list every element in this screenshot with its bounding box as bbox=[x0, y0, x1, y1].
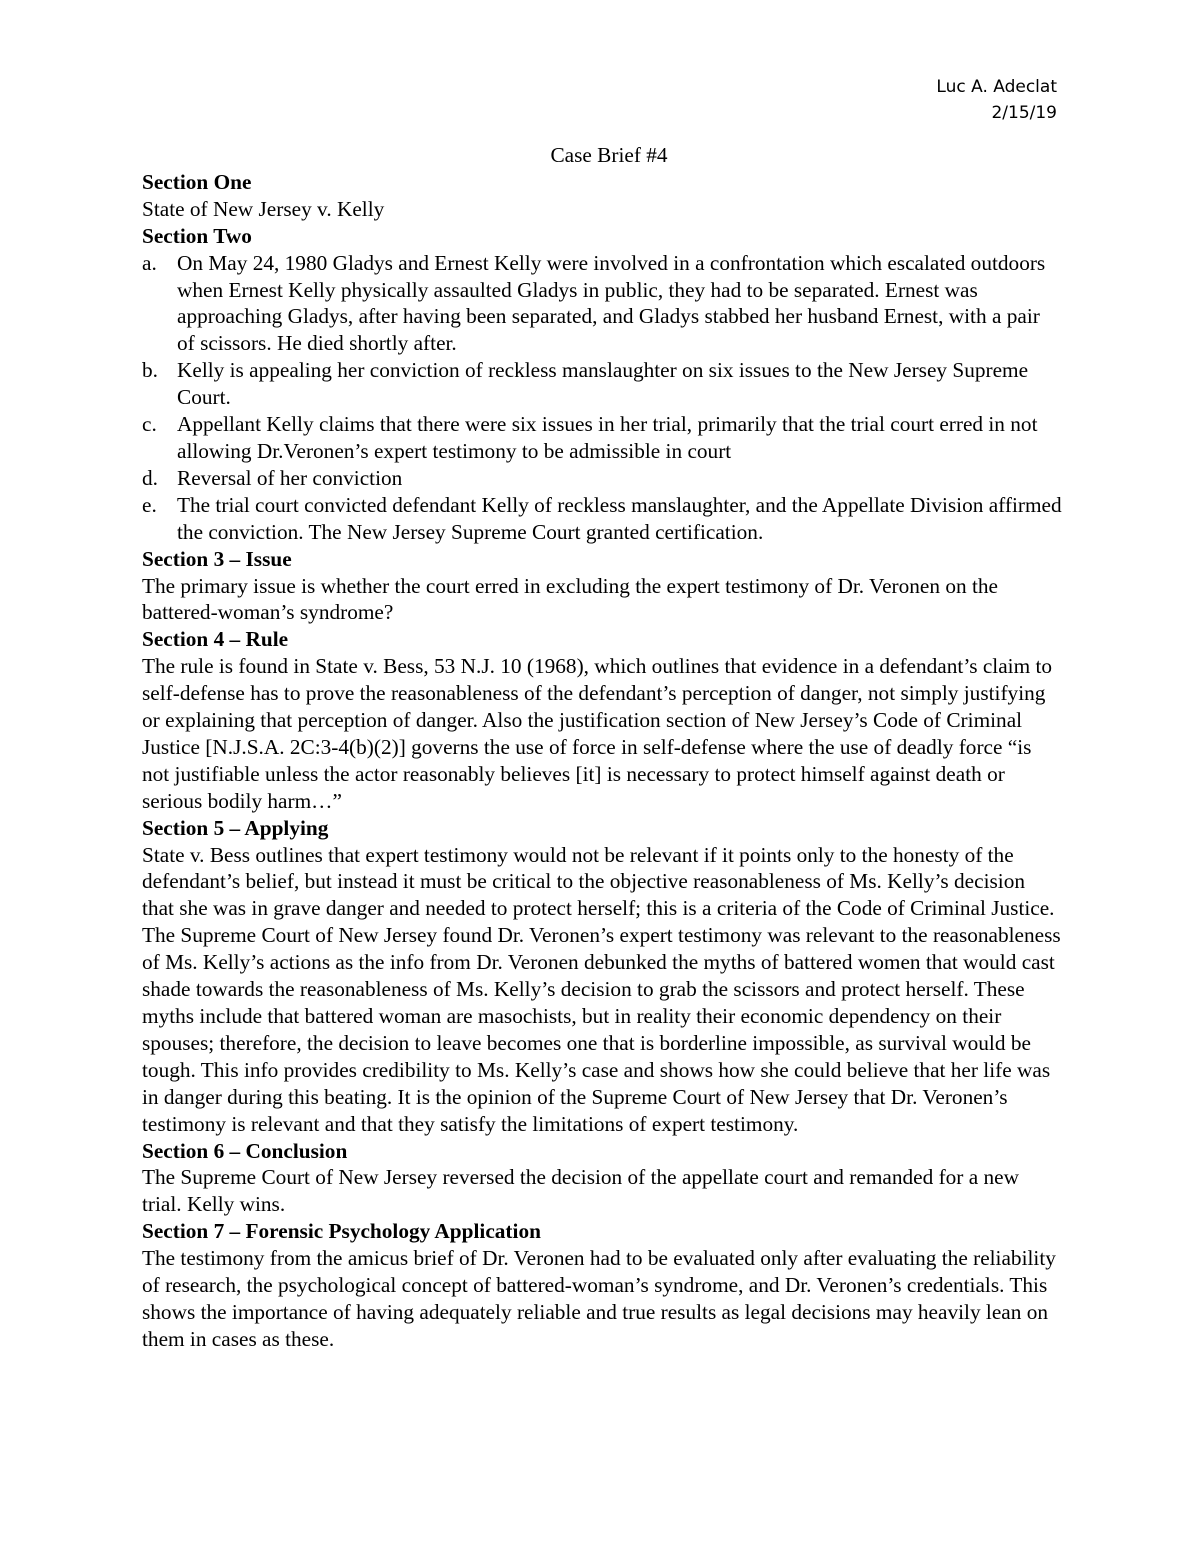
section-one-text: State of New Jersey v. Kelly bbox=[142, 196, 385, 221]
list-item bbox=[142, 411, 1062, 465]
section-five-heading: Section 5 – Applying bbox=[142, 815, 329, 840]
list-marker: d. bbox=[142, 465, 158, 490]
section-four-heading: Section 4 – Rule bbox=[142, 627, 289, 652]
section-four-text: The rule is found in State v. Bess, 53 N.J. 10 (1968), which outlines that evidence in a defendant’s claim to self-defense has to prove the reasonableness of the defendant’s perception of danger, not simply justifying or explaining that perception of danger. Also the justification section of New Jersey’s Code of Criminal Justice [N.J.S.A. 2C:3-4(b)(2)] governs the use of force in self-defense where the use of deadly force “is not justifiable unless the actor reasonably believes [it] is necessary to protect himself against death or serious bodily harm…” bbox=[142, 654, 1053, 813]
section-two-list bbox=[142, 250, 1062, 546]
section-six-heading: Section 6 – Conclusion bbox=[142, 1138, 348, 1163]
list-marker: a. bbox=[142, 250, 157, 275]
document-body bbox=[142, 142, 1062, 1353]
list-marker: e. bbox=[142, 492, 157, 517]
list-item bbox=[142, 250, 1062, 358]
list-item bbox=[142, 357, 1062, 411]
section-three-text: The primary issue is whether the court erred in excluding the expert testimony of Dr. Veronen on the battered-woman’s syndrome? bbox=[142, 573, 998, 625]
document-title: Case Brief #4 bbox=[550, 143, 668, 167]
list-item-text: Reversal of her conviction bbox=[177, 465, 403, 490]
list-marker: c. bbox=[142, 412, 157, 437]
list-item-text: The trial court convicted defendant Kelly of reckless manslaughter, and the Appellate Division affirmed the conviction. The New Jersey Supreme Court granted certification. bbox=[177, 492, 1062, 544]
list-item-text: Kelly is appealing her conviction of reckless manslaughter on six issues to the New Jersey Supreme Court. bbox=[177, 358, 1029, 410]
section-one-heading: Section One bbox=[142, 169, 252, 194]
list-item bbox=[142, 492, 1062, 546]
section-two-heading: Section Two bbox=[142, 223, 252, 248]
section-seven-text: The testimony from the amicus brief of Dr. Veronen had to be evaluated only after evaluating the reliability of research, the psychological concept of battered-woman’s syndrome, and Dr. Veronen’s credentials. This shows the importance of having adequately reliable and true results as legal decisions may heavily lean on them in cases as these. bbox=[142, 1246, 1056, 1351]
author-name: Luc A. Adeclat bbox=[936, 77, 1057, 97]
section-six-text: The Supreme Court of New Jersey reversed the decision of the appellate court and remanded for a new trial. Kelly wins. bbox=[142, 1165, 1019, 1217]
document-header bbox=[936, 74, 1057, 126]
section-five-text: State v. Bess outlines that expert testimony would not be relevant if it points only to the honesty of the defendant’s belief, but instead it must be critical to the objective reasonableness of Ms. Kelly’s decision that she was in grave danger and needed to protect herself; this is a criteria of the Code of Criminal Justice. The Supreme Court of New Jersey found Dr. Veronen’s expert testimony was relevant to the reasonableness of Ms. Kelly’s actions as the info from Dr. Veronen debunked the myths of battered women that would cast shade towards the reasonableness of Ms. Kelly’s decision to grab the scissors and protect herself. These myths include that battered woman are masochists, but in reality their economic dependency on their spouses; therefore, the decision to leave becomes one that is borderline impossible, as survival would be tough. This info provides credibility to Ms. Kelly’s case and shows how she could believe that her life was in danger during this beating. It is the opinion of the Supreme Court of New Jersey that Dr. Veronen’s testimony is relevant and that they satisfy the limitations of expert testimony. bbox=[142, 842, 1061, 1136]
list-item-text: Appellant Kelly claims that there were six issues in her trial, primarily that the trial court erred in not allowing Dr.Veronen’s expert testimony to be admissible in court bbox=[177, 412, 1038, 463]
section-seven-heading: Section 7 – Forensic Psychology Application bbox=[142, 1219, 541, 1244]
section-three-heading: Section 3 – Issue bbox=[142, 546, 292, 571]
document-date: 2/15/19 bbox=[991, 103, 1057, 123]
list-item bbox=[142, 465, 1062, 492]
list-item-text: On May 24, 1980 Gladys and Ernest Kelly were involved in a confrontation which escalated outdoors when Ernest Kelly physically assaulted Gladys in public, they had to be separated. Ernest was approaching Gladys, after having been separated, and Gladys stabbed her husband Ernest, with a pair of scissors. He died shortly after. bbox=[177, 250, 1046, 356]
list-marker: b. bbox=[142, 358, 158, 383]
